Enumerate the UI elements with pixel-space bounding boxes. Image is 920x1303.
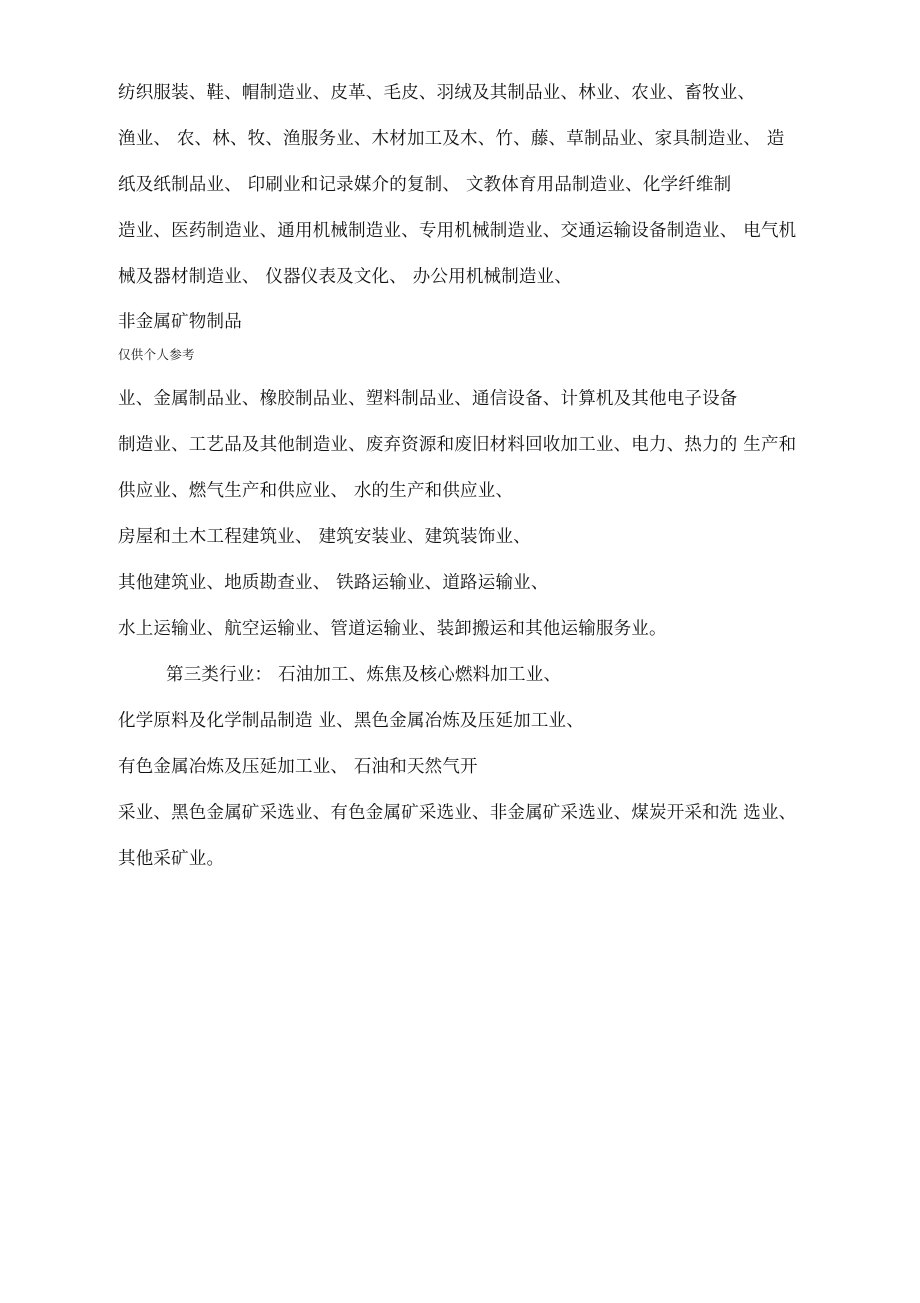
paragraph: 非金属矿物制品	[118, 312, 242, 332]
paragraph: 房屋和土木工程建筑业、 建筑安装业、建筑装饰业、	[118, 527, 531, 547]
paragraph: 渔业、 农、林、牧、渔服务业、木材加工及木、竹、藤、草制品业、家具制造业、 造纸及纸制品业、 印刷业和记录媒介的复制、 文教体育用品制造业、化学纤维制	[118, 129, 785, 195]
paragraph: 造业、医药制造业、通用机械制造业、专用机械制造业、交通运输设备制造业、 电气机械及器材制造业、 仪器仪表及文化、 办公用机械制造业、	[118, 221, 797, 287]
paragraph: 水上运输业、航空运输业、管道运输业、装卸搬运和其他运输服务业。	[118, 619, 667, 639]
paragraph: 其他建筑业、地质勘查业、 铁路运输业、道路运输业、	[118, 573, 549, 593]
paragraph: 制造业、工艺品及其他制造业、废弃资源和废旧材料回收加工业、电力、热力的 生产和供应业、燃气生产和供应业、 水的生产和供应业、	[118, 435, 797, 501]
paragraph: 采业、黑色金属矿采选业、有色金属矿采选业、非金属矿采选业、煤炭开采和洗 选业、其他采矿业。	[118, 803, 797, 869]
paragraph: 业、金属制品业、橡胶制品业、塑料制品业、通信设备、计算机及其他电子设备	[118, 389, 738, 409]
paragraph: 有色金属冶炼及压延加工业、 石油和天然气开	[118, 757, 478, 777]
paragraph: 化学原料及化学制品制造 业、黑色金属冶炼及压延加工业、	[118, 711, 584, 731]
paragraph: 第三类行业： 石油加工、炼焦及核心燃料加工业、	[166, 665, 562, 685]
paragraph: 纺织服装、鞋、帽制造业、皮革、毛皮、羽绒及其制品业、林业、农业、畜牧业、	[118, 83, 756, 103]
watermark-text: 仅供个人参考	[118, 347, 195, 362]
document-body	[118, 70, 798, 882]
